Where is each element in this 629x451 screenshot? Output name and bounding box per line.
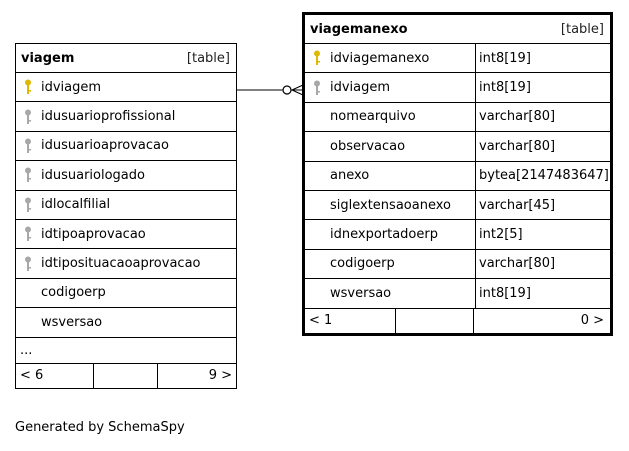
children-count[interactable]: 9 > — [208, 368, 232, 384]
column-name: idtipoaprovacao — [41, 226, 146, 242]
foreign-key-icon — [25, 167, 31, 183]
table-type-label: [table] — [186, 50, 230, 66]
foreign-key-icon — [25, 256, 31, 272]
column-name: idusuarioaprovacao — [41, 138, 169, 154]
column-name: idlocalfilial — [41, 197, 111, 213]
column-name-cell — [16, 220, 236, 248]
column-type: varchar[80] — [475, 103, 610, 131]
column-name: idusuarioprofissional — [41, 109, 176, 125]
table-header — [16, 44, 236, 73]
column-name-cell — [16, 191, 236, 219]
column-row[interactable] — [16, 132, 236, 161]
column-name: wsversao — [330, 285, 392, 301]
column-row[interactable] — [305, 103, 610, 132]
viagem-table[interactable] — [15, 43, 237, 389]
column-name: siglextensaoanexo — [330, 197, 451, 213]
generated-by-label: Generated by SchemaSpy — [15, 420, 185, 435]
column-name: idusuariologado — [41, 167, 145, 183]
parents-count[interactable]: < 6 — [16, 364, 94, 388]
column-row[interactable] — [305, 279, 610, 308]
column-name: codigoerp — [330, 256, 395, 272]
column-type: varchar[80] — [475, 250, 610, 278]
table-footer — [16, 364, 236, 388]
primary-key-icon — [25, 79, 31, 95]
column-name-cell — [16, 102, 236, 130]
column-name-cell — [305, 132, 475, 160]
column-type: bytea[2147483647] — [475, 162, 610, 190]
column-name: idviagemanexo — [330, 50, 430, 66]
column-row[interactable] — [16, 73, 236, 102]
column-name: idviagem — [41, 79, 102, 95]
column-name-cell — [16, 279, 236, 307]
column-row[interactable] — [305, 220, 610, 249]
parents-count[interactable]: < 1 — [305, 309, 396, 333]
column-name: wsversao — [41, 314, 103, 330]
column-type: int8[19] — [475, 73, 610, 101]
column-name-cell — [305, 191, 475, 219]
table-name: viagem — [21, 50, 75, 66]
column-row[interactable] — [305, 73, 610, 102]
column-row[interactable] — [305, 250, 610, 279]
column-name-cell — [305, 73, 475, 101]
column-row[interactable] — [16, 308, 236, 337]
more-columns-ellipsis: ... — [16, 338, 236, 364]
column-name-cell — [16, 308, 236, 336]
column-name: observacao — [330, 138, 406, 154]
column-name: codigoerp — [41, 285, 106, 301]
column-name: idtiposituacaoaprovacao — [41, 256, 201, 272]
column-name-cell — [305, 103, 475, 131]
column-type: int8[19] — [475, 44, 610, 72]
footer-spacer — [396, 309, 474, 333]
column-name-cell — [305, 44, 475, 72]
column-row[interactable] — [16, 161, 236, 190]
viagemanexo-table[interactable] — [302, 12, 613, 336]
footer-spacer — [94, 364, 158, 388]
column-type: varchar[80] — [475, 132, 610, 160]
table-type-label: [table] — [560, 21, 604, 37]
table-name: viagemanexo — [310, 21, 408, 37]
column-name: idnexportadoerp — [330, 227, 438, 243]
table-footer — [305, 309, 610, 333]
foreign-key-icon — [25, 226, 31, 242]
table-header — [305, 15, 610, 44]
column-row[interactable] — [305, 44, 610, 73]
children-count[interactable]: 0 > — [580, 313, 604, 329]
column-name-cell — [16, 132, 236, 160]
foreign-key-icon — [314, 80, 320, 96]
primary-key-icon — [314, 50, 320, 66]
column-name-cell — [16, 73, 236, 101]
foreign-key-icon — [25, 138, 31, 154]
column-name: idviagem — [330, 80, 391, 96]
column-name-cell — [305, 279, 475, 307]
column-row[interactable] — [305, 162, 610, 191]
column-name-cell — [305, 162, 475, 190]
column-name-cell — [16, 249, 236, 277]
column-row[interactable] — [16, 220, 236, 249]
column-type: int8[19] — [475, 279, 610, 307]
column-row[interactable] — [16, 249, 236, 278]
column-type: varchar[45] — [475, 191, 610, 219]
column-type: int2[5] — [475, 220, 610, 248]
column-name: anexo — [330, 168, 370, 184]
column-row[interactable] — [305, 132, 610, 161]
column-row[interactable] — [16, 102, 236, 131]
foreign-key-icon — [25, 197, 31, 213]
column-row[interactable] — [305, 191, 610, 220]
column-name-cell — [305, 220, 475, 248]
column-name: nomearquivo — [330, 109, 416, 125]
column-row[interactable] — [16, 191, 236, 220]
column-name-cell — [305, 250, 475, 278]
column-name-cell — [16, 161, 236, 189]
column-row[interactable] — [16, 279, 236, 308]
foreign-key-icon — [25, 109, 31, 125]
